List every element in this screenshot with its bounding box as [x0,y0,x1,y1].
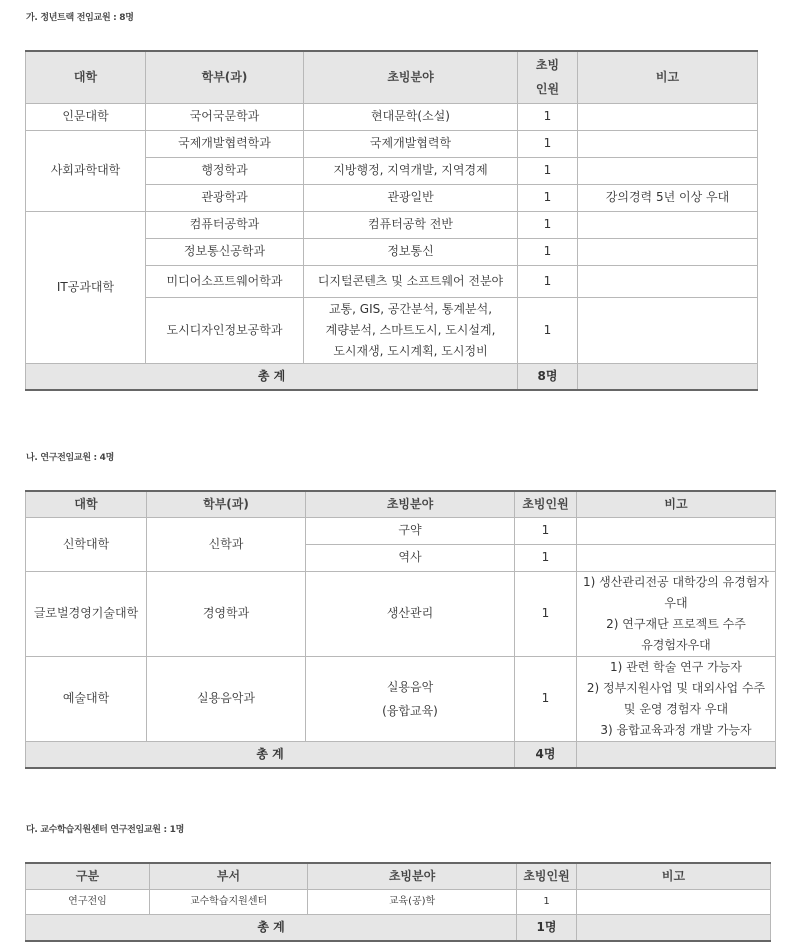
cell-field: 컴퓨터공학 전반 [304,211,518,238]
total-row [26,741,776,768]
total-row [26,914,771,941]
total-count: 4명 [515,741,577,768]
table-row [26,211,758,238]
cell-dept: 신학과 [147,517,306,571]
header-count: 초빙인원 [515,491,577,517]
header-count [518,51,578,103]
note-line: 유경험자우대 [641,637,711,652]
header-division: 부서 [150,863,308,889]
cell-note [577,571,776,656]
cell-field: 지방행정, 지역개발, 지역경제 [304,157,518,184]
header-dept: 학부(과) [147,491,306,517]
cell-field [306,656,515,741]
cell-college: IT공과대학 [26,211,146,363]
cell-division: 교수학습지원센터 [150,889,308,914]
cell-college: 글로벌경영기술대학 [26,571,147,656]
cell-college: 예술대학 [26,656,147,741]
total-note [578,363,758,390]
note-line: 1) 생산관리전공 대학강의 유경험자 [582,574,770,589]
cell-note [577,656,776,741]
table-row [26,130,758,157]
cell-count: 1 [515,544,577,571]
cell-note [578,238,758,265]
cell-dept: 도시디자인정보공학과 [146,297,304,363]
cell-note [578,130,758,157]
cell-count: 1 [515,656,577,741]
note-line: 3) 융합교육과정 개발 가능자 [600,722,752,737]
section-title-research: 나. 연구전임교원 : 4명 [26,453,115,463]
teaching-center-table [25,862,771,942]
cell-note [577,544,776,571]
table-row [26,571,776,656]
cell-dept: 관광학과 [146,184,304,211]
cell-dept: 실용음악과 [147,656,306,741]
cell-count: 1 [518,297,578,363]
cell-count: 1 [515,571,577,656]
tenure-track-table [25,50,758,391]
cell-dept: 정보통신공학과 [146,238,304,265]
cell-count: 1 [518,184,578,211]
cell-dept: 행정학과 [146,157,304,184]
total-note [577,914,771,941]
table-row [26,889,771,914]
header-count-line2: 인원 [535,82,560,97]
cell-college: 인문대학 [26,103,146,130]
header-type: 구분 [26,863,150,889]
cell-field: 역사 [306,544,515,571]
field-line: 교통, GIS, 공간분석, 통계분석, [328,301,493,316]
cell-field: 관광일반 [304,184,518,211]
cell-field: 구약 [306,517,515,544]
header-college: 대학 [26,51,146,103]
cell-type: 연구전임 [26,889,150,914]
cell-dept: 미디어소프트웨어학과 [146,265,304,297]
research-table [25,490,776,769]
cell-count: 1 [518,157,578,184]
note-line: 2) 정부지원사업 및 대외사업 수주 [586,680,766,695]
header-count: 초빙인원 [517,863,577,889]
cell-dept: 컴퓨터공학과 [146,211,304,238]
header-note: 비고 [577,491,776,517]
cell-field: 정보통신 [304,238,518,265]
table-row [26,656,776,741]
cell-count: 1 [517,889,577,914]
cell-count: 1 [518,211,578,238]
note-line: 우대 [664,595,688,610]
cell-count: 1 [518,130,578,157]
note-line: 2) 연구재단 프로젝트 수주 [606,616,746,631]
cell-field: 현대문학(소설) [304,103,518,130]
section-title-tenure-track: 가. 정년트랙 전임교원 : 8명 [26,13,134,23]
field-line: 계량분석, 스마트도시, 도시설계, [325,322,496,337]
cell-note [577,517,776,544]
header-note: 비고 [578,51,758,103]
total-label: 총 계 [26,741,515,768]
total-row [26,363,758,390]
total-label: 총 계 [26,363,518,390]
cell-count: 1 [515,517,577,544]
cell-note [577,889,771,914]
cell-count: 1 [518,238,578,265]
header-field: 초빙분야 [306,491,515,517]
cell-college: 사회과학대학 [26,130,146,211]
cell-field: 국제개발협력학 [304,130,518,157]
table-row [26,517,776,544]
cell-college: 신학대학 [26,517,147,571]
section-title-teaching-center: 다. 교수학습지원센터 연구전임교원 : 1명 [26,825,185,835]
cell-note [578,103,758,130]
cell-count: 1 [518,103,578,130]
field-line: 도시재생, 도시계획, 도시정비 [333,343,488,358]
note-line: 및 운영 경험자 우대 [623,701,729,716]
cell-field: 교육(공)학 [308,889,517,914]
cell-note [578,157,758,184]
cell-note [578,297,758,363]
cell-dept: 국어국문학과 [146,103,304,130]
header-count-line1: 초빙 [535,58,560,73]
cell-dept: 경영학과 [147,571,306,656]
table-row [26,103,758,130]
header-college: 대학 [26,491,147,517]
header-field: 초빙분야 [304,51,518,103]
cell-note [578,265,758,297]
total-note [577,741,776,768]
cell-dept: 국제개발협력학과 [146,130,304,157]
cell-field: 디지털콘텐츠 및 소프트웨어 전분야 [304,265,518,297]
header-dept: 학부(과) [146,51,304,103]
cell-field: 생산관리 [306,571,515,656]
total-count: 1명 [517,914,577,941]
header-note: 비고 [577,863,771,889]
field-line: 실용음악 [386,679,434,694]
cell-note [578,211,758,238]
total-count: 8명 [518,363,578,390]
header-field: 초빙분야 [308,863,517,889]
field-line: (융합교육) [382,703,438,718]
cell-field [304,297,518,363]
cell-note: 강의경력 5년 이상 우대 [578,184,758,211]
total-label: 총 계 [26,914,517,941]
cell-count: 1 [518,265,578,297]
note-line: 1) 관련 학술 연구 가능자 [610,659,742,674]
